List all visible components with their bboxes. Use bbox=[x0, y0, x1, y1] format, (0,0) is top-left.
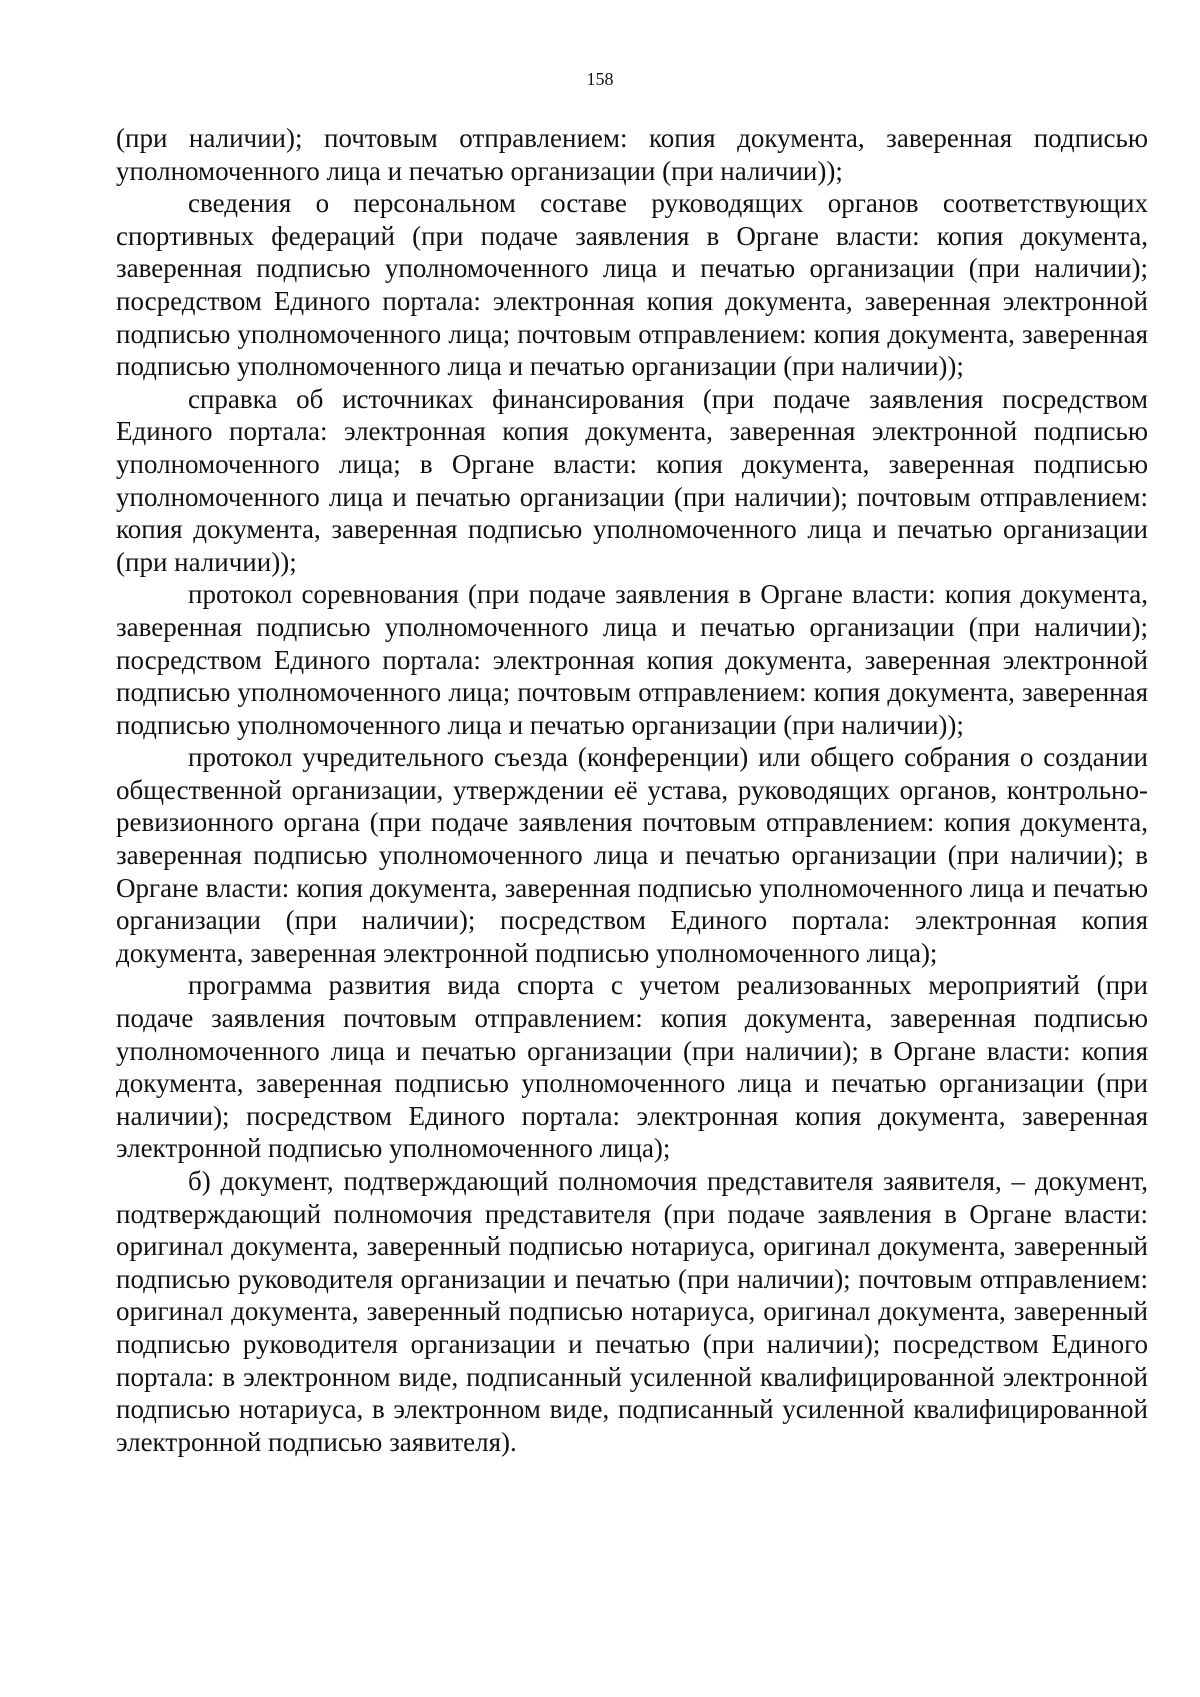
paragraph-funding-certificate: справка об источниках финансирования (при подаче заявления посредством Единого портала: электронная копия документа, заверенная электронной подписью уполномоченного лица; в Органе власти: копия документа, заверенная подписью уполномоченного лица и печатью организации (при наличии); почтовым отправлением: копия документа, заверенная подписью уполномоченного лица и печатью организации (при наличии)); bbox=[116, 383, 1148, 577]
document-body bbox=[116, 122, 1148, 1458]
paragraph-personnel-info: сведения о персональном составе руководящих органов соответствующих спортивных федераций (при подаче заявления в Органе власти: копия документа, заверенная подписью уполномоченного лица и печатью организации (при наличии); посредством Единого портала: электронная копия документа, заверенная электронной подписью уполномоченного лица; почтовым отправлением: копия документа, заверенная подписью уполномоченного лица и печатью организации (при наличии)); bbox=[116, 188, 1148, 382]
paragraph-continuation: (при наличии); почтовым отправлением: копия документа, заверенная подписью уполномоченного лица и печатью организации (при наличии)); bbox=[116, 123, 1148, 186]
page-number: 158 bbox=[586, 69, 614, 89]
paragraph-competition-protocol: протокол соревнования (при подаче заявления в Органе власти: копия документа, заверенная подписью уполномоченного лица и печатью организации (при наличии); посредством Единого портала: электронная копия документа, заверенная электронной подписью уполномоченного лица; почтовым отправлением: копия документа, заверенная подписью уполномоченного лица и печатью организации (при наличии)); bbox=[116, 579, 1148, 740]
paragraph-development-program: программа развития вида спорта с учетом реализованных мероприятий (при подаче заявления почтовым отправлением: копия документа, заверенная подписью уполномоченного лица и печатью организации (при наличии); в Органе власти: копия документа, заверенная подписью уполномоченного лица и печатью организации (при наличии); посредством Единого портала: электронная копия документа, заверенная электронной подписью уполномоченного лица); bbox=[116, 970, 1148, 1164]
paragraph-founding-protocol: протокол учредительного съезда (конференции) или общего собрания о создании общественной организации, утверждении её устава, руководящих органов, контрольно-ревизионного органа (при подаче заявления почтовым отправлением: копия документа, заверенная подписью уполномоченного лица и печатью организации (при наличии); в Органе власти: копия документа, заверенная подписью уполномоченного лица и печатью организации (при наличии); посредством Единого портала: электронная копия документа, заверенная электронной подписью уполномоченного лица); bbox=[116, 742, 1148, 968]
paragraph-representative-authority: б) документ, подтверждающий полномочия представителя заявителя, – документ, подтверждающий полномочия представителя (при подаче заявления в Органе власти: оригинал документа, заверенный подписью нотариуса, оригинал документа, заверенный подписью руководителя организации и печатью (при наличии); почтовым отправлением: оригинал документа, заверенный подписью нотариуса, оригинал документа, заверенный подписью руководителя организации и печатью (при наличии); посредством Единого портала: в электронном виде, подписанный усиленной квалифицированной электронной подписью нотариуса, в электронном виде, подписанный усиленной квалифицированной электронной подписью заявителя). bbox=[116, 1166, 1148, 1457]
